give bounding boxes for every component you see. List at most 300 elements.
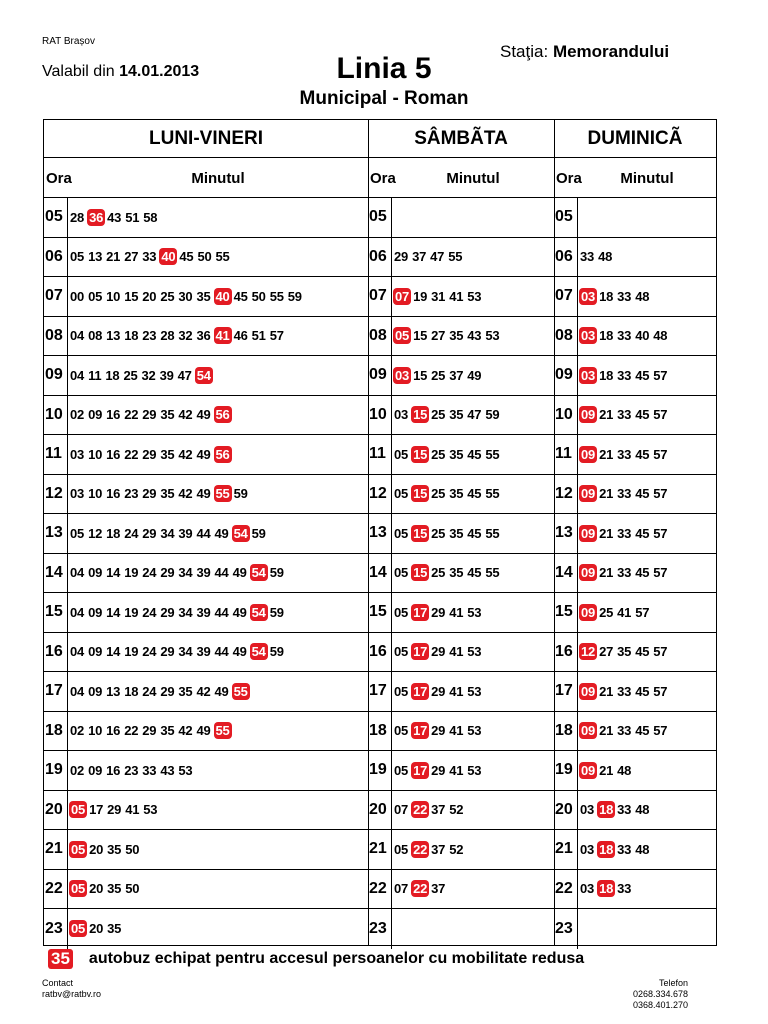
hour-cell: 19 — [554, 751, 578, 790]
hour-cell: 21 — [44, 830, 68, 869]
departure-minute: 25 — [431, 367, 446, 383]
hour-cell: 13 — [368, 514, 392, 553]
hour-cell: 05 — [368, 198, 392, 237]
table-row — [368, 396, 554, 436]
departure-minute: 45 — [635, 525, 650, 541]
table-row — [554, 870, 716, 910]
departure-minute: 48 — [635, 802, 650, 818]
departure-minute: 00 — [70, 288, 85, 304]
table-row — [368, 672, 554, 712]
departure-minute: 48 — [635, 288, 650, 304]
departure-minute: 35 — [449, 565, 464, 581]
departure-minute: 53 — [467, 604, 482, 620]
minutes-cell — [68, 446, 234, 463]
departure-minute: 16 — [106, 723, 121, 739]
hour-cell: 09 — [44, 356, 68, 395]
table-row — [44, 830, 368, 870]
departure-minute: 03 — [70, 446, 85, 462]
departure-minute: 33 — [142, 762, 157, 778]
minutes-cell — [578, 525, 671, 542]
accessible-departure-minute: 40 — [215, 288, 230, 304]
accessible-departure-minute: 05 — [71, 841, 86, 857]
minutes-cell — [578, 288, 653, 305]
departure-minute: 35 — [449, 446, 464, 462]
hour-cell: 20 — [368, 791, 392, 830]
hour-cell: 23 — [44, 909, 68, 949]
accessible-departure-minute: 17 — [413, 683, 428, 699]
departure-minute: 17 — [89, 802, 104, 818]
departure-minute: 05 — [70, 525, 85, 541]
departure-minute: 41 — [449, 762, 464, 778]
day-column-saturday — [368, 120, 555, 945]
table-row — [368, 514, 554, 554]
day-header: DUMINICÃ — [554, 120, 716, 158]
departure-minute: 09 — [88, 604, 103, 620]
departure-minute: 52 — [449, 802, 464, 818]
departure-minute: 35 — [160, 486, 175, 502]
hour-cell: 08 — [554, 317, 578, 356]
departure-minute: 25 — [160, 288, 175, 304]
departure-minute: 22 — [124, 446, 139, 462]
table-row — [44, 633, 368, 673]
table-row — [44, 554, 368, 594]
hour-cell: 17 — [368, 672, 392, 711]
departure-minute: 29 — [160, 604, 175, 620]
departure-minute: 21 — [106, 249, 121, 265]
departure-minute: 24 — [142, 683, 157, 699]
accessible-departure-minute: 40 — [161, 249, 176, 265]
minutes-cell — [392, 249, 466, 264]
minutes-cell — [68, 564, 288, 581]
departure-minute: 27 — [599, 644, 614, 660]
departure-minute: 49 — [196, 446, 211, 462]
minutes-cell — [578, 643, 671, 660]
minutes-cell — [392, 841, 467, 858]
phone-number[interactable]: 0268.334.678 — [632, 989, 688, 999]
departure-minute: 34 — [178, 604, 193, 620]
hour-cell: 12 — [368, 475, 392, 514]
table-row — [44, 593, 368, 633]
minutes-cell — [392, 880, 449, 897]
accessible-departure-minute: 18 — [599, 802, 614, 818]
departure-minute: 53 — [467, 762, 482, 778]
table-row — [44, 475, 368, 515]
departure-minute: 33 — [617, 328, 632, 344]
departure-minute: 29 — [431, 683, 446, 699]
departure-minute: 20 — [89, 881, 104, 897]
departure-minute: 49 — [467, 367, 482, 383]
accessible-departure-minute: 09 — [581, 565, 596, 581]
departure-minute: 05 — [394, 446, 409, 462]
departure-minute: 29 — [160, 683, 175, 699]
minutes-cell — [392, 367, 485, 384]
accessible-departure-minute: 18 — [599, 881, 614, 897]
departure-minute: 05 — [394, 565, 409, 581]
departure-minute: 42 — [196, 683, 211, 699]
departure-minute: 09 — [88, 762, 103, 778]
minutes-cell — [68, 643, 288, 660]
hour-cell: 18 — [554, 712, 578, 751]
departure-minute: 03 — [580, 802, 595, 818]
departure-minute: 37 — [431, 881, 446, 897]
departure-minute: 22 — [124, 407, 139, 423]
departure-minute: 09 — [88, 644, 103, 660]
hour-rows — [368, 198, 554, 949]
departure-minute: 45 — [635, 683, 650, 699]
departure-minute: 59 — [485, 407, 500, 423]
departure-minute: 44 — [214, 604, 229, 620]
accessible-departure-minute: 09 — [581, 446, 596, 462]
departure-minute: 45 — [635, 446, 650, 462]
contact-email[interactable]: ratbv@ratbv.ro — [42, 989, 101, 999]
hour-cell: 05 — [554, 198, 578, 237]
departure-minute: 48 — [598, 249, 613, 265]
accessible-departure-minute: 22 — [413, 841, 428, 857]
table-row — [554, 593, 716, 633]
minute-header: Minutul — [446, 170, 500, 187]
departure-minute: 11 — [88, 367, 102, 383]
table-row — [554, 909, 716, 949]
departure-minute: 32 — [178, 328, 193, 344]
hour-cell: 16 — [368, 633, 392, 672]
hour-cell: 10 — [44, 396, 68, 435]
hour-cell: 11 — [44, 435, 68, 474]
minutes-cell — [578, 880, 635, 897]
departure-minute: 24 — [124, 525, 139, 541]
accessible-departure-minute: 03 — [581, 288, 596, 304]
departure-minute: 20 — [142, 288, 157, 304]
table-row — [44, 396, 368, 436]
departure-minute: 57 — [653, 683, 668, 699]
table-row — [554, 712, 716, 752]
hour-cell: 23 — [554, 909, 578, 949]
departure-minute: 47 — [467, 407, 482, 423]
departure-minute: 35 — [449, 407, 464, 423]
departure-minute: 33 — [617, 565, 632, 581]
departure-minute: 30 — [178, 288, 193, 304]
table-row — [368, 751, 554, 791]
accessible-departure-minute: 09 — [581, 762, 596, 778]
departure-minute: 50 — [125, 881, 140, 897]
accessible-departure-minute: 15 — [413, 525, 428, 541]
departure-minute: 55 — [485, 446, 500, 462]
departure-minute: 24 — [142, 644, 157, 660]
minutes-cell — [68, 485, 252, 502]
departure-minute: 23 — [124, 486, 139, 502]
departure-minute: 39 — [178, 525, 193, 541]
minutes-cell — [392, 525, 503, 542]
hour-cell: 23 — [368, 909, 392, 949]
contact-label: Contact — [42, 978, 74, 988]
departure-minute: 45 — [635, 407, 650, 423]
minutes-cell — [578, 564, 671, 581]
hour-cell: 16 — [44, 633, 68, 672]
departure-minute: 49 — [214, 683, 229, 699]
hour-cell: 15 — [368, 593, 392, 632]
departure-minute: 29 — [431, 604, 446, 620]
hour-cell: 16 — [554, 633, 578, 672]
departure-minute: 21 — [599, 683, 614, 699]
departure-minute: 45 — [467, 525, 482, 541]
hour-cell: 20 — [554, 791, 578, 830]
departure-minute: 57 — [653, 565, 668, 581]
accessible-departure-minute: 56 — [215, 446, 230, 462]
departure-minute: 33 — [617, 407, 632, 423]
hour-cell: 20 — [44, 791, 68, 830]
departure-minute: 53 — [467, 683, 482, 699]
departure-minute: 29 — [431, 762, 446, 778]
table-row — [368, 593, 554, 633]
departure-minute: 57 — [653, 486, 668, 502]
departure-minute: 33 — [142, 249, 157, 265]
station — [500, 42, 669, 62]
departure-minute: 20 — [89, 841, 104, 857]
departure-minute: 16 — [106, 407, 121, 423]
station-name: Memorandului — [552, 42, 670, 61]
minutes-cell — [392, 288, 485, 305]
minutes-cell — [578, 841, 653, 858]
hour-cell: 07 — [368, 277, 392, 316]
table-row — [554, 317, 716, 357]
minutes-cell — [68, 880, 143, 897]
departure-minute: 42 — [178, 407, 193, 423]
accessible-departure-minute: 15 — [413, 446, 428, 462]
phone-label: Telefon — [658, 978, 688, 988]
accessible-departure-minute: 09 — [581, 683, 596, 699]
table-row — [368, 554, 554, 594]
minutes-cell — [68, 288, 306, 305]
accessible-departure-minute: 54 — [233, 525, 248, 541]
departure-minute: 16 — [106, 446, 121, 462]
departure-minute: 03 — [580, 881, 595, 897]
table-row — [368, 435, 554, 475]
departure-minute: 14 — [106, 644, 121, 660]
departure-minute: 14 — [106, 565, 121, 581]
timetable — [43, 119, 717, 946]
departure-minute: 57 — [653, 407, 668, 423]
departure-minute: 19 — [124, 644, 139, 660]
departure-minute: 36 — [196, 328, 211, 344]
accessible-departure-minute: 09 — [581, 486, 596, 502]
departure-minute: 19 — [413, 288, 428, 304]
departure-minute: 03 — [70, 486, 85, 502]
hour-cell: 09 — [368, 356, 392, 395]
table-row — [368, 356, 554, 396]
departure-minute: 18 — [105, 367, 120, 383]
minutes-cell — [392, 643, 485, 660]
hour-rows — [554, 198, 716, 949]
table-row — [44, 514, 368, 554]
minutes-cell — [578, 762, 635, 779]
table-row — [44, 751, 368, 791]
departure-minute: 35 — [449, 328, 464, 344]
departure-minute: 35 — [160, 723, 175, 739]
accessible-departure-minute: 09 — [581, 604, 596, 620]
departure-minute: 41 — [449, 288, 464, 304]
departure-minute: 23 — [124, 762, 139, 778]
accessible-departure-minute: 05 — [71, 921, 86, 937]
departure-minute: 35 — [449, 486, 464, 502]
accessible-departure-minute: 17 — [413, 762, 428, 778]
departure-minute: 04 — [70, 604, 85, 620]
valid-label: Valabil din — [42, 63, 115, 80]
departure-minute: 45 — [635, 486, 650, 502]
table-row — [44, 712, 368, 752]
company-name: RAT Brașov — [42, 36, 95, 47]
minutes-cell — [68, 841, 143, 858]
departure-minute: 49 — [232, 644, 247, 660]
departure-minute: 41 — [617, 604, 632, 620]
departure-minute: 33 — [617, 881, 632, 897]
hour-cell: 07 — [554, 277, 578, 316]
departure-minute: 18 — [124, 683, 139, 699]
departure-minute: 34 — [160, 525, 175, 541]
departure-minute: 50 — [251, 288, 266, 304]
hour-cell: 17 — [554, 672, 578, 711]
hour-cell: 12 — [44, 475, 68, 514]
hour-rows — [44, 198, 368, 949]
accessible-departure-minute: 54 — [251, 604, 266, 620]
day-column-weekday — [44, 120, 369, 945]
departure-minute: 09 — [88, 565, 103, 581]
departure-minute: 25 — [431, 446, 446, 462]
departure-minute: 48 — [653, 328, 668, 344]
minute-header: Minutul — [191, 170, 245, 187]
hour-cell: 19 — [368, 751, 392, 790]
departure-minute: 42 — [178, 486, 193, 502]
minutes-cell — [68, 525, 270, 542]
column-subheader — [368, 158, 554, 198]
departure-minute: 49 — [196, 407, 211, 423]
accessible-departure-minute: 05 — [395, 328, 410, 344]
departure-minute: 18 — [124, 328, 139, 344]
departure-minute: 53 — [485, 328, 500, 344]
table-row — [368, 633, 554, 673]
accessible-departure-minute: 55 — [233, 683, 248, 699]
departure-minute: 37 — [449, 367, 464, 383]
minutes-cell — [578, 249, 616, 264]
accessible-departure-minute: 54 — [196, 367, 211, 383]
departure-minute: 25 — [123, 367, 138, 383]
departure-minute: 57 — [269, 328, 284, 344]
departure-minute: 45 — [179, 249, 194, 265]
accessible-departure-minute: 17 — [413, 604, 428, 620]
departure-minute: 59 — [251, 525, 266, 541]
minutes-cell — [578, 722, 671, 739]
hour-cell: 21 — [368, 830, 392, 869]
page-title: Linia 5 — [336, 52, 432, 85]
hour-cell: 14 — [554, 554, 578, 593]
departure-minute: 09 — [88, 683, 103, 699]
route-name: Municipal - Roman — [299, 88, 469, 109]
departure-minute: 25 — [599, 604, 614, 620]
departure-minute: 08 — [88, 328, 103, 344]
phone-number[interactable]: 0368.401.270 — [632, 1000, 688, 1010]
accessible-departure-minute: 03 — [395, 367, 410, 383]
hour-cell: 09 — [554, 356, 578, 395]
departure-minute: 29 — [160, 565, 175, 581]
column-subheader — [554, 158, 716, 198]
hour-cell: 08 — [368, 317, 392, 356]
minutes-cell — [578, 683, 671, 700]
departure-minute: 39 — [196, 604, 211, 620]
column-subheader — [44, 158, 368, 198]
departure-minute: 20 — [89, 921, 104, 937]
minutes-cell — [392, 485, 503, 502]
departure-minute: 44 — [214, 644, 229, 660]
departure-minute: 21 — [599, 446, 614, 462]
departure-minute: 33 — [617, 486, 632, 502]
departure-minute: 59 — [287, 288, 302, 304]
departure-minute: 05 — [394, 683, 409, 699]
departure-minute: 53 — [467, 644, 482, 660]
minutes-cell — [68, 248, 234, 265]
minutes-cell — [578, 485, 671, 502]
departure-minute: 25 — [431, 486, 446, 502]
accessible-departure-minute: 09 — [581, 525, 596, 541]
departure-minute: 45 — [635, 367, 650, 383]
departure-minute: 49 — [232, 565, 247, 581]
departure-minute: 10 — [88, 723, 103, 739]
departure-minute: 24 — [142, 565, 157, 581]
departure-minute: 49 — [214, 525, 229, 541]
table-row — [44, 198, 368, 238]
minutes-cell — [392, 446, 503, 463]
departure-minute: 58 — [143, 209, 158, 225]
hour-cell: 17 — [44, 672, 68, 711]
hour-cell: 14 — [368, 554, 392, 593]
departure-minute: 35 — [107, 881, 122, 897]
departure-minute: 57 — [653, 446, 668, 462]
departure-minute: 39 — [196, 644, 211, 660]
table-row — [554, 514, 716, 554]
departure-minute: 29 — [107, 802, 122, 818]
departure-minute: 59 — [269, 644, 284, 660]
departure-minute: 29 — [431, 644, 446, 660]
departure-minute: 15 — [124, 288, 139, 304]
departure-minute: 35 — [449, 525, 464, 541]
table-row — [368, 277, 554, 317]
departure-minute: 29 — [142, 446, 157, 462]
departure-minute: 32 — [141, 367, 156, 383]
departure-minute: 04 — [70, 565, 85, 581]
minutes-cell — [392, 801, 467, 818]
departure-minute: 53 — [143, 802, 158, 818]
departure-minute: 35 — [107, 841, 122, 857]
hour-cell: 06 — [554, 238, 578, 277]
departure-minute: 16 — [106, 762, 121, 778]
hour-cell: 06 — [44, 238, 68, 277]
departure-minute: 04 — [70, 367, 85, 383]
table-row — [368, 475, 554, 515]
day-header: SÂMBÃTA — [368, 120, 554, 158]
accessible-departure-minute: 15 — [413, 486, 428, 502]
departure-minute: 03 — [580, 841, 595, 857]
departure-minute: 33 — [580, 249, 595, 265]
departure-minute: 25 — [431, 525, 446, 541]
departure-minute: 04 — [70, 328, 85, 344]
departure-minute: 27 — [124, 249, 139, 265]
departure-minute: 27 — [431, 328, 446, 344]
departure-minute: 05 — [394, 841, 409, 857]
departure-minute: 43 — [160, 762, 175, 778]
departure-minute: 44 — [214, 565, 229, 581]
minutes-cell — [392, 683, 485, 700]
departure-minute: 18 — [599, 328, 614, 344]
minutes-cell — [392, 762, 485, 779]
hour-cell: 22 — [44, 870, 68, 909]
departure-minute: 12 — [88, 525, 103, 541]
